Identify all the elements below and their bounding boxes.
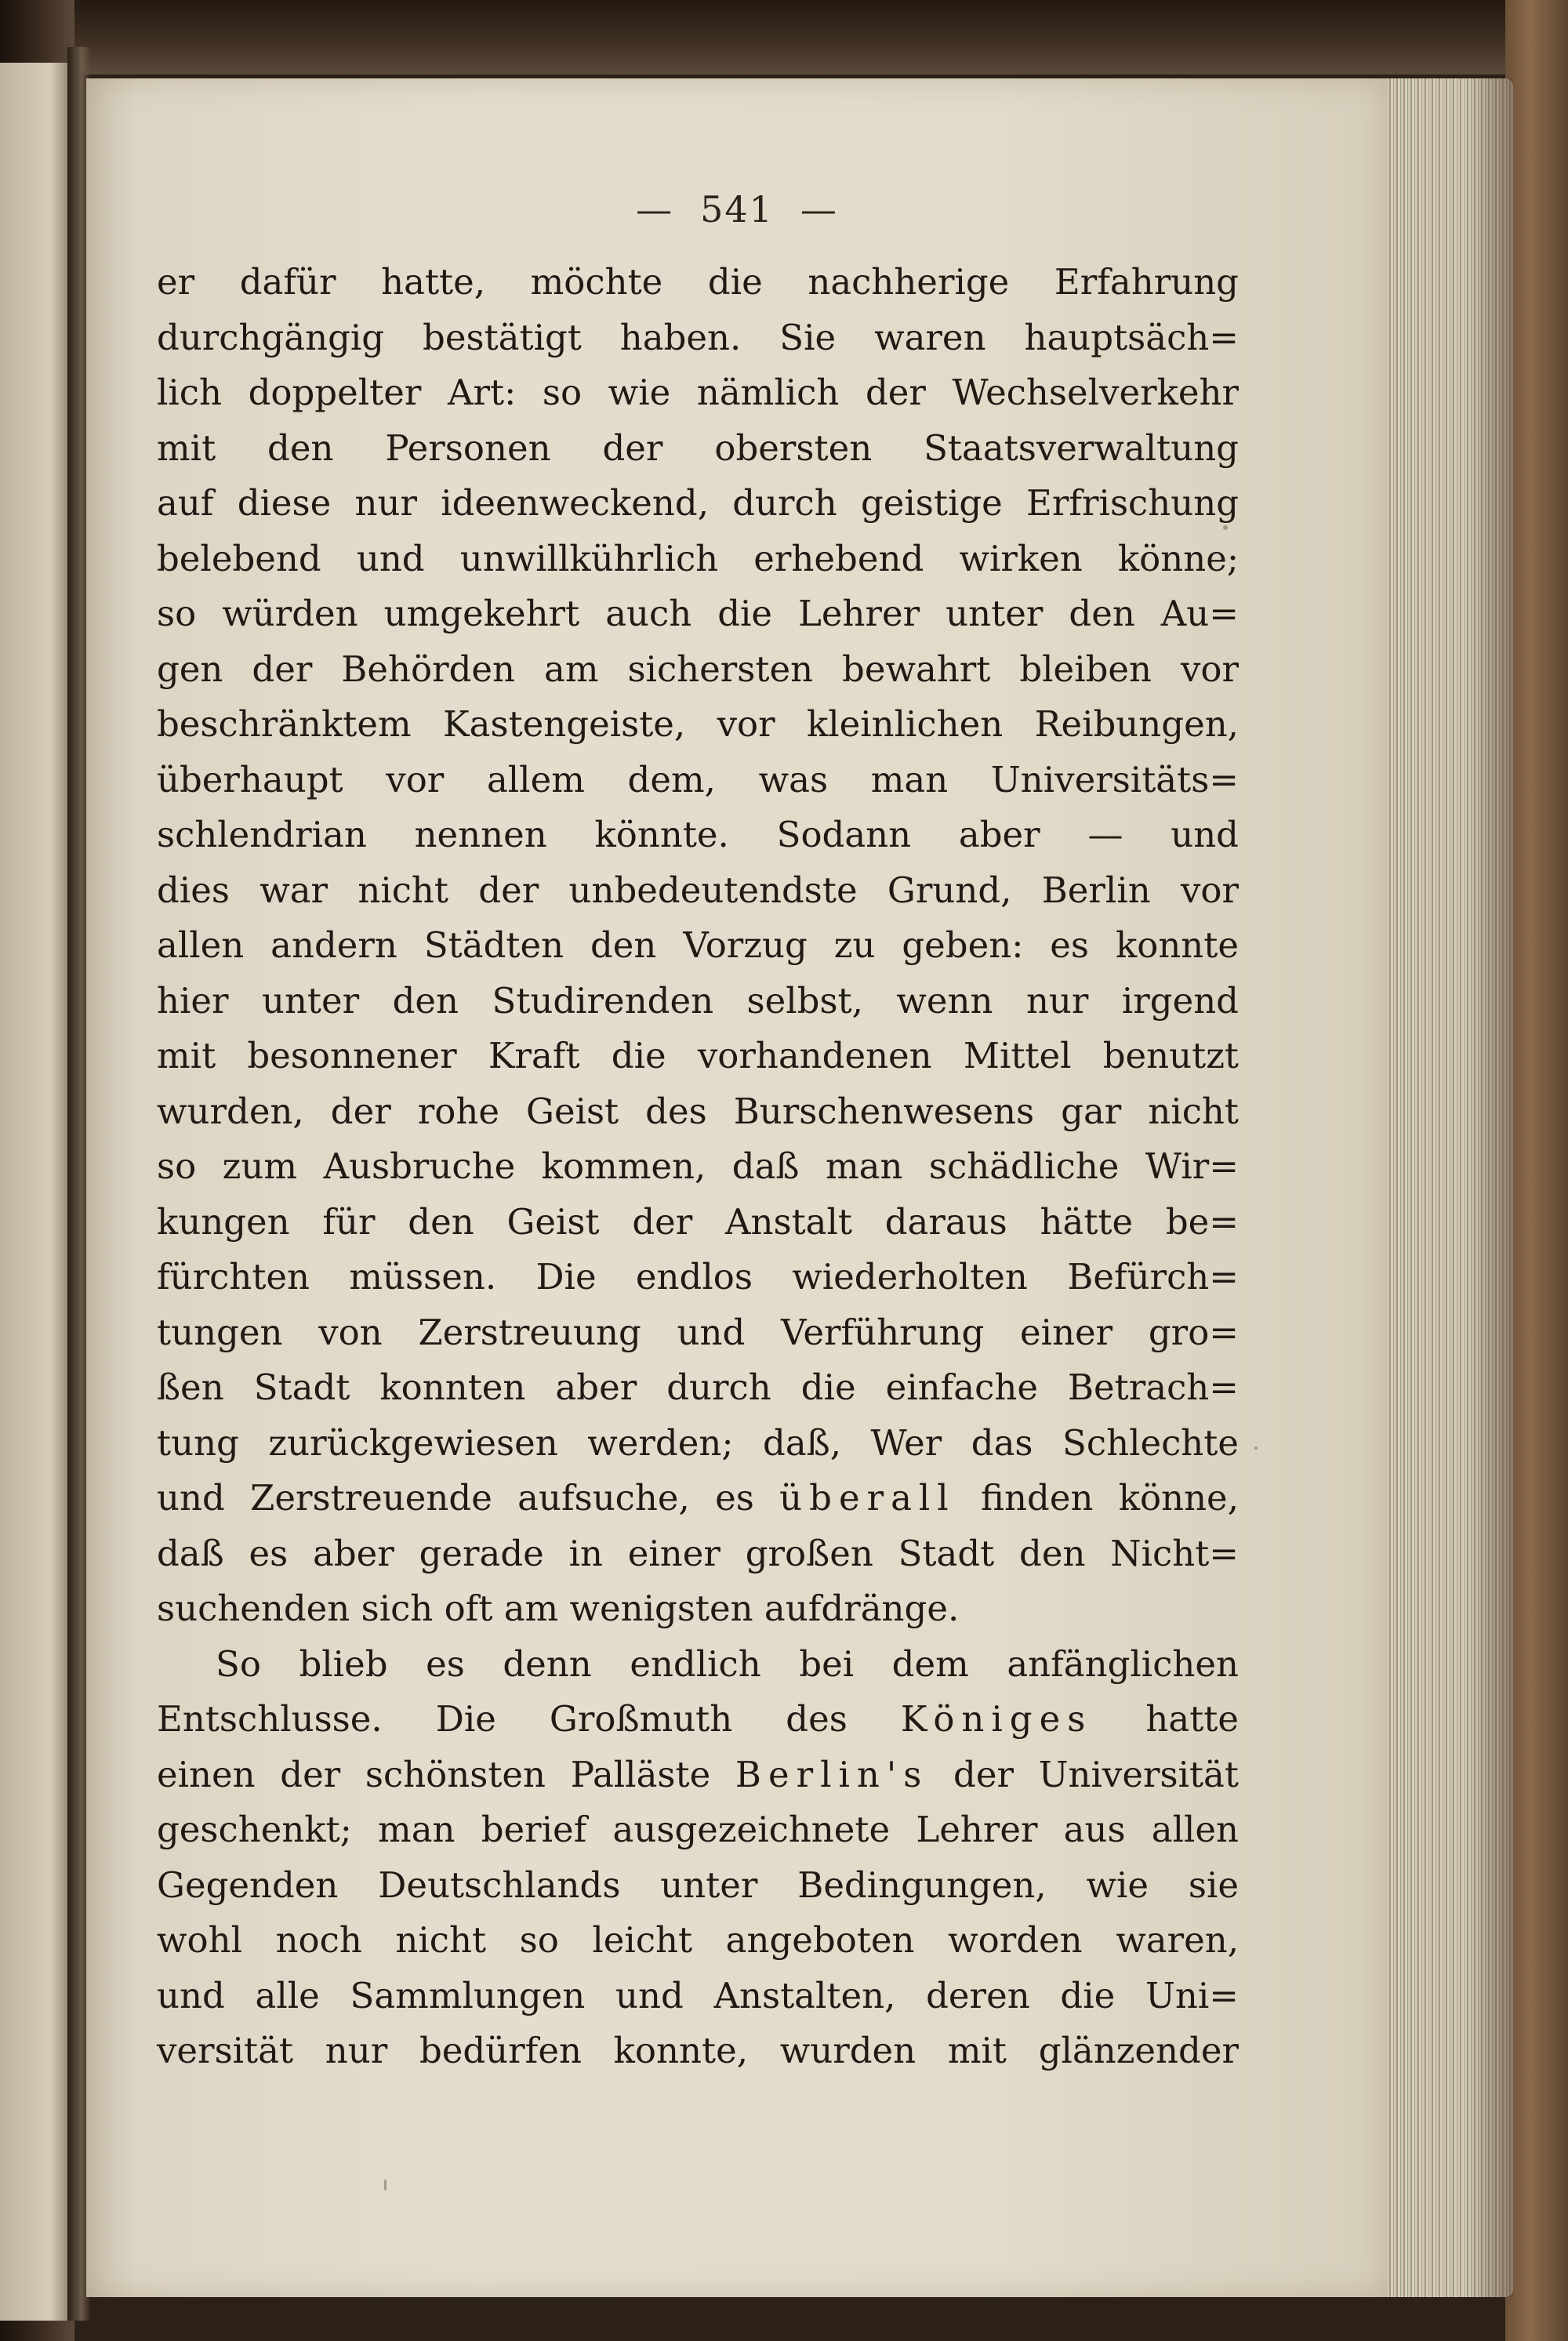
- text-fragment: Entschlusse. Die Großmuth des: [157, 1698, 848, 1740]
- text-line: Gegenden Deutschlands unter Bedingungen, wie sie: [157, 1864, 1239, 1906]
- text-line: allen andern Städten den Vorzug zu geben: es konnte: [157, 924, 1239, 966]
- page-number-dash-left: —: [636, 188, 674, 230]
- top-dark-edge: [0, 0, 1568, 74]
- emphasized-spaced-word: überall: [779, 1477, 956, 1519]
- body-text: [157, 255, 1239, 2079]
- text-line: mit den Personen der obersten Staatsverwaltung: [157, 426, 1239, 469]
- text-line: ßen Stadt konnten aber durch die einfache Betrach=: [157, 1366, 1239, 1408]
- emphasized-spaced-word: Königes: [900, 1698, 1093, 1740]
- text-line: so zum Ausbruche kommen, daß man schädliche Wir=: [157, 1145, 1239, 1187]
- paragraph-last-line: suchenden sich oft am wenigsten aufdränge.: [157, 1588, 960, 1629]
- paper-speck: [1254, 1446, 1258, 1450]
- text-line-mixed: [157, 1748, 1239, 1803]
- text-line: tung zurückgewiesen werden; daß, Wer das Schlechte: [157, 1421, 1239, 1464]
- text-line: belebend und unwillkührlich erhebend wirken könne;: [157, 537, 1239, 579]
- text-line: und alle Sammlungen und Anstalten, deren die Uni=: [157, 1974, 1239, 2016]
- text-line: dies war nicht der unbedeutendste Grund, Berlin vor: [157, 869, 1239, 911]
- text-line: so würden umgekehrt auch die Lehrer unter den Au=: [157, 593, 1239, 634]
- text-fragment: hatte: [1145, 1698, 1240, 1740]
- text-line: auf diese nur ideenweckend, durch geistige Erfrischung: [157, 482, 1239, 524]
- text-fragment: finden könne,: [981, 1477, 1239, 1519]
- text-line: hier unter den Studirenden selbst, wenn nur irgend: [157, 979, 1239, 1022]
- text-line: überhaupt vor allem dem, was man Universitäts=: [157, 758, 1239, 800]
- emphasized-spaced-word: Berlin's: [735, 1753, 929, 1795]
- text-line: gen der Behörden am sichersten bewahrt bleiben vor: [157, 648, 1239, 690]
- page-number: [86, 188, 1388, 230]
- paragraph-first-line: So blieb es denn endlich bei dem anfänglichen: [216, 1642, 1239, 1685]
- text-line-mixed: [157, 1692, 1239, 1748]
- page-number-value: 541: [700, 188, 774, 230]
- text-line: tungen von Zerstreuung und Verführung einer gro=: [157, 1311, 1239, 1353]
- text-line: mit besonnener Kraft die vorhandenen Mittel benutzt: [157, 1035, 1239, 1076]
- text-line: wohl noch nicht so leicht angeboten worden waren,: [157, 1919, 1239, 1961]
- text-fragment: der Universität: [953, 1753, 1239, 1795]
- text-line: lich doppelter Art: so wie nämlich der Wechselverkehr: [157, 372, 1239, 413]
- book-cover-right: [1505, 0, 1568, 2341]
- page-number-dash-right: —: [800, 188, 838, 230]
- text-line: schlendrian nennen könnte. Sodann aber — und: [157, 814, 1239, 855]
- text-line: fürchten müssen. Die endlos wiederholten Befürch=: [157, 1256, 1239, 1298]
- text-fragment: einen der schönsten Palläste: [157, 1753, 711, 1795]
- text-line: wurden, der rohe Geist des Burschenwesens gar nicht: [157, 1090, 1239, 1132]
- text-line: geschenkt; man berief ausgezeichnete Lehrer aus allen: [157, 1809, 1239, 1850]
- text-line: beschränktem Kastengeiste, vor kleinlichen Reibungen,: [157, 703, 1239, 745]
- paper-speck: [1223, 525, 1228, 530]
- text-line: durchgängig bestätigt haben. Sie waren hauptsäch=: [157, 316, 1239, 358]
- text-line: kungen für den Geist der Anstalt daraus hätte be=: [157, 1200, 1239, 1243]
- text-fragment: und Zerstreuende aufsuche, es: [157, 1477, 754, 1519]
- text-line: er dafür hatte, möchte die nachherige Erfahrung: [157, 261, 1239, 303]
- book-page: [86, 78, 1388, 2297]
- text-line: versität nur bedürfen konnte, wurden mit glänzender: [157, 2030, 1239, 2071]
- text-line-mixed: [157, 1471, 1239, 1526]
- previous-page-edge: [0, 63, 72, 2321]
- text-line: daß es aber gerade in einer großen Stadt den Nicht=: [157, 1532, 1239, 1574]
- page-edges-stack: [1380, 78, 1513, 2297]
- paper-speck: [384, 2179, 387, 2190]
